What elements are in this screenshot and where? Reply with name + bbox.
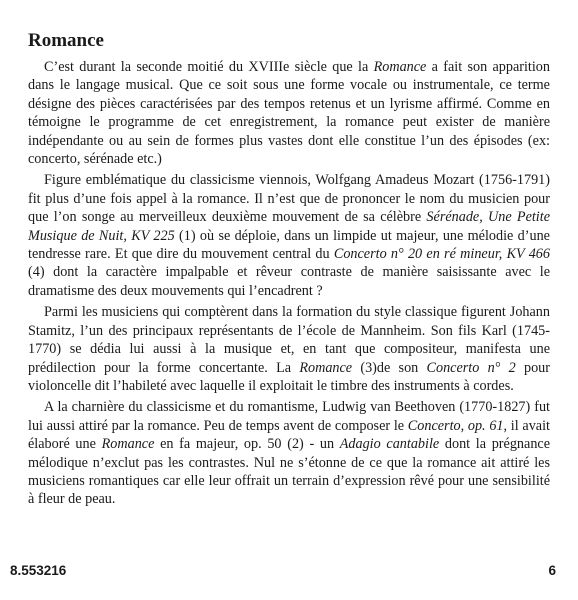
text-run: pour violoncelle dit l’habileté avec laquelle il exploitait le timbre des instruments à cordes. xyxy=(28,359,550,394)
page-number: 6 xyxy=(548,563,556,578)
italic-text-run: Sérénade, Une Petite Musique de Nuit, KV 225 xyxy=(28,209,550,244)
text-run: , il avait élaboré une xyxy=(28,417,550,453)
italic-text-run: Romance xyxy=(299,359,353,376)
text-run: A la charnière du classicisme et du romantisme, Ludwig van Beethoven (1770-1827) fut lui aussi attiré par la romance. Peu de temps avent de composer le xyxy=(28,399,550,434)
italic-text-run: Concerto n° 2 xyxy=(426,359,516,376)
paragraph xyxy=(28,303,550,395)
text-run: dont la prégnance mélodique n’exclut pas les contrastes. Nul ne s’étonne de ce que la romance ait attiré les musiciens romantiques car elle leur offrait un terrain d’expression rêvé pour une sensibilité à fleur de peau. xyxy=(28,436,551,508)
italic-text-run: Romance xyxy=(373,59,427,75)
text-run: Figure emblématique du classicisme viennois, Wolfgang Amadeus Mozart (1756-1791) fit plus d’une fois appel à la romance. Il n’est que de prononcer le nom du musicien pour que l’on songe au merveilleux deuxième mouvement de sa célèbre xyxy=(28,172,550,226)
text-run: Parmi les musiciens qui comptèrent dans la formation du style classique figurent Johann Stamitz, l’un des principaux représentants de l’école de Mannheim. Son fils Karl (1745-1770) se dédia lui aussi à la musique et, en tant que compositeur, manifesta une prédilection pour la forme concertante. La xyxy=(28,304,550,376)
catalog-number: 8.553216 xyxy=(10,563,67,578)
section-heading: Romance xyxy=(28,30,104,51)
text-run: (3)de son xyxy=(352,359,427,376)
paragraph xyxy=(28,171,550,300)
text-run: (1) où se déploie, dans un limpide ut majeur, une mélodie d’une tendresse rare. Et que dire du mouvement central du xyxy=(28,227,550,263)
page-footer xyxy=(10,563,556,578)
paragraph xyxy=(28,398,550,508)
italic-text-run: Romance xyxy=(101,436,155,453)
text-run: a fait son apparition dans le langage musical. Que ce soit sous une forme vocale ou instrumentale, ce terme désigne des pièces caractérisées par des tempos retenus et un lyrisme affirmé. Comme en témoigne le programme de cet enregistrement, la romance peut exister de manière indépendante ou au sein de formes plus vastes dont elle constitue l’un des épisodes (ex: concerto, sérénade etc.) xyxy=(28,59,550,168)
body-text xyxy=(28,58,550,509)
text-run: (4) dont la caractère impalpable et rêveur contraste de manière saisissante avec le dramatisme des deux mouvements qui l’encadrent ? xyxy=(28,264,550,299)
italic-text-run: Concerto, op. 61 xyxy=(407,417,504,434)
paragraph xyxy=(28,58,550,168)
text-run: en fa majeur, op. 50 (2) - un xyxy=(154,436,340,453)
text-run: C’est durant la seconde moitié du XVIIIe siècle que la xyxy=(44,59,374,75)
italic-text-run: Concerto n° 20 en ré mineur, KV 466 xyxy=(333,246,550,263)
page-body xyxy=(28,30,550,512)
italic-text-run: Adagio cantabile xyxy=(339,436,440,453)
